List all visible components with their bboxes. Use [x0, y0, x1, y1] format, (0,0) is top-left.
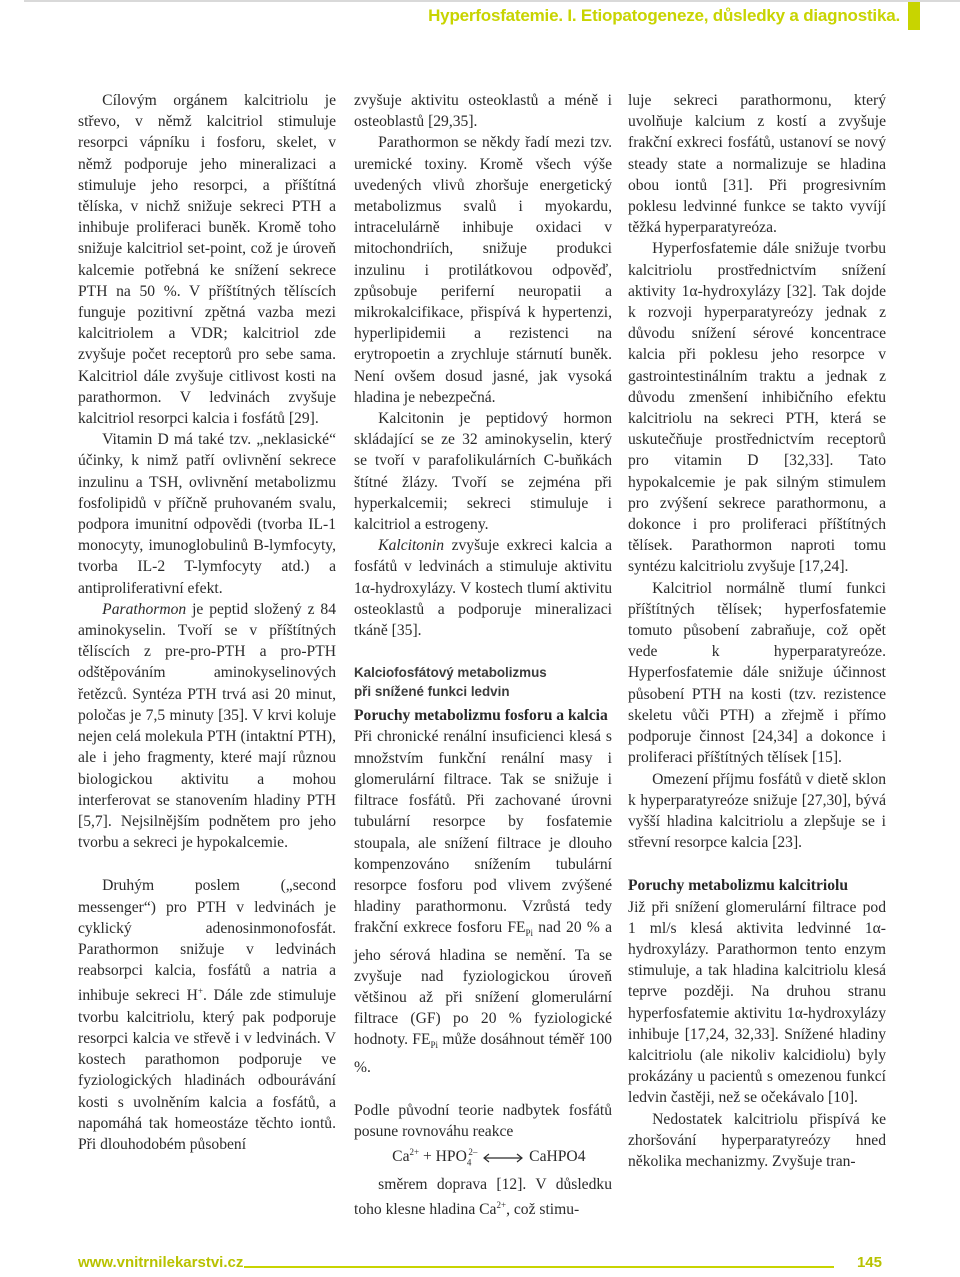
paragraph: Nedostatek kalcitriolu přispívá ke zhoršování hyperparatyreózy hned několika mechanizmy. Zvyšuje tran- — [628, 1110, 886, 1170]
paragraph: Podle původní teorie nadbytek fosfátů posune rovnováhu reakce — [354, 1101, 612, 1141]
footer-rule — [244, 1266, 834, 1268]
section-heading — [354, 663, 612, 701]
paragraph-text: nad 20 % a jeho sérová hladina se nemění. Ta se zvyšuje nad fyziologickou úroveň většinou až při snížení glomerulární filtrace (GF) po 20 % fyziologické hodnoty. FE — [354, 919, 612, 1049]
paragraph — [354, 726, 612, 1077]
paragraph: Cílovým orgánem kalcitriolu je střevo, v němž kalcitriol stimuluje resorpci vápníku i fosforu, skelet, v němž podporuje jeho mineralizaci a stimuluje jeho resorpci, a příštítná tělíska, v nichž snižuje sekreci PTH a inhibuje proliferaci buněk. Kromě toho snižuje kalcitriol set-point, což je úroveň kalcemie potřebná ke snížení sekrece PTH na 50 %. V příštítných tělíscích funguje pozitivní zpětná vazba mezi kalcitriolem a VDR; kalcitriol zde zvyšuje počet receptorů pro sebe sama. Kalcitriol dále zvyšuje citlivost kosti na parathormon. V ledvinách zvyšuje kalcitriol resorpci kalcia i fosfátů [29]. — [78, 92, 336, 428]
superscript: 2– — [468, 1147, 478, 1158]
italic-term: Parathormon — [102, 600, 187, 618]
subscript: Pi — [430, 1040, 439, 1051]
paragraph: Již při snížení glomerulární filtrace pod 1 ml/s klesá aktivita ledvinné 1α-hydroxylázy. Parathormon tento enzym stimuluje, a tak hladina kalcitriolu klesá teprve později. Na druhou stranu hyperfosfatemie aktivitu 1α-hydroxylázy inhibuje [17,24, 32,33]. Snížené hladiny kalcitriolu (ale nikoliv kalcidiolu) byly prokázány u pacientů s omezenou funkcí ledvin častěji, než se očekávalo [10]. — [628, 898, 886, 1107]
formula-part: CaHPO4 — [525, 1148, 586, 1166]
equilibrium-arrow-icon — [481, 1152, 525, 1164]
paragraph: Omezení příjmu fosfátů v dietě sklon k hyperparatyreóze snižuje [27,30], bývá vyšší hladina kalcitriolu a zlepšuje se i střevní resorpce kalcia [23]. — [628, 770, 886, 852]
paragraph: Vitamin D má také tzv. „neklasické“ účinky, k nimž patří ovlivnění sekrece inzulinu a TSH, ovlivnění metabolizmu fosfolipidů v příčně pruhovaném svalu, podpora imunitní odpovědi (tvorba IL-1 monocyty, imunoglobulinů B-lymfocyty, tvorba IL-2 T-lymfocyty atd.) a antiproliferativní efekt. — [78, 431, 336, 597]
paragraph — [354, 535, 612, 641]
paragraph-text: může dosáhnout téměř 100 %. — [354, 1031, 612, 1076]
running-header-title: Hyperfosfatemie. I. Etiopatogeneze, důsledky a diagnostika. — [428, 6, 900, 25]
subsection-heading: Poruchy metabolizmu kalcitriolu — [628, 877, 849, 895]
superscript: + — [197, 986, 203, 997]
paragraph: luje sekreci parathormonu, který uvolňuje kalcium z kostí a zvyšuje frakční exkreci fosfátů, ustanoví se nový steady state a normalizuje se hladina obou iontů [31]. Při progresivním poklesu ledvinné funkce se takto vyvíjí těžká hyperparatyreóza. — [628, 92, 886, 237]
superscript: 2+ — [496, 1200, 507, 1211]
paragraph-text: zvyšuje exkreci kalcia a fosfátů v ledvinách a stimuluje aktivitu 1α-hydroxylázy. V kostech tlumí aktivitu osteoklastů a podporuje mineralizaci tkáně [35]. — [354, 537, 612, 640]
chemical-equation — [354, 1142, 612, 1174]
paragraph: Kalcitonin je peptidový hormon skládající se ze 32 aminokyselin, který se tvoří v parafolikulárních C-buňkách štítné žlázy. Tvoří se zejména při hyperkalcemii; sekreci stimuluje i kalcitriol a estrogeny. — [354, 410, 612, 534]
paragraph-text: . Dále zde stimuluje tvorbu kalcitriolu, který pak podporuje resorpci kalcia ve střevě i v ledvinách. V kostech parathomon podporuje ve fyziologických hladinách odbourávání kosti s uvolněním kalcia a fosfátů, a napomáhá tak homeostáze těchto iontů. Při dlouhodobém působení — [78, 987, 336, 1153]
subscript: 4 — [466, 1157, 472, 1168]
text-column-2 — [354, 90, 612, 1220]
paragraph: Hyperfosfatemie dále snižuje tvorbu kalcitriolu prostřednictvím snížení aktivity 1α-hydroxylázy [32]. Tak dojde k rozvoji hyperparatyreózy jednak z důvodu snížení sérové koncentrace kalcia při poklesu jeho resorpce v gastrointestinálním traktu a jednak z důvodu zmenšení inhibičního efektu kalcitriolu na sekreci PTH, která se uskutečňuje prostřednictvím receptorů pro vitamin D [32,33]. Tato hypokalcemie je pak silným stimulem pro zvýšení sekrece parathormonu, a dokonce i pro proliferaci příštítných tělísek. Parathormon naproti tomu syntézu kalcitriolu zvyšuje [17,24]. — [628, 240, 886, 576]
paragraph — [78, 599, 336, 853]
paragraph: zvyšuje aktivitu osteoklastů a méně i osteoblastů [29,35]. — [354, 92, 612, 131]
paragraph-text: Při chronické renální insuficienci klesá s množstvím funkční renální masy i glomerulární filtrace. Tak se snižuje i filtrace fosfátů. Při zachované úrovni tubulární resorpce by fosfatemie stoupala, ale snížení filtrace je dlouho kompenzováno snížením tubulární resorpce fosforu pod vlivem zvýšené hladiny parathormonu. Vzrůstá tedy frakční exkrece fosforu FE — [354, 728, 612, 937]
subsection-heading: Poruchy metabolizmu fosforu a kalcia — [354, 707, 608, 725]
text-column-3 — [628, 90, 886, 1172]
section-heading-line: Kalciofosfátový metabolizmus — [354, 665, 547, 681]
superscript: 2+ — [409, 1147, 420, 1158]
formula-part: Ca — [392, 1148, 410, 1166]
italic-term: Kalcitonin — [378, 537, 445, 555]
paragraph-text: směrem doprava [12]. V důsledku toho klesne hladina Ca — [354, 1175, 612, 1219]
paragraph: Parathormon se někdy řadí mezi tzv. uremické toxiny. Kromě všech výše uvedených vlivů zhoršuje energetický metabolizmus svalů i myokardu, intracelulárně inhibuje oxidaci v mitochondriích, snižuje produkci inzulinu i protilátkovou odpověď, způsobuje periferní neuropatii a mikrokalcifikace, přispívá k hypertenzi, hyperlipidemii a rezistenci na erytropoetin a zrychluje stárnutí buněk. Není ovšem dosud jasné, jak vysoká hladina je nebezpečná. — [354, 134, 612, 406]
page-number: 145 — [856, 1254, 882, 1271]
footer-website-link[interactable]: www.vnitrnilekarstvi.cz — [78, 1254, 244, 1271]
paragraph — [354, 1174, 612, 1221]
paragraph — [78, 875, 336, 1155]
formula-part: + HPO — [419, 1148, 467, 1166]
text-column-1 — [78, 90, 336, 1155]
paragraph-text: je peptid složený z 84 aminokyselin. Tvoří se v příštítných tělíscích z pre-pro-PTH a pro-PTH odštěpováním aminokyselinových řetězců. Syntéza PTH trvá asi 20 minut, poločas je 7,5 minuty [35]. V krvi koluje nejen celá molekula PTH (intaktní PTH), ale i jeho fragmenty, které mají různou biologickou aktivitu a mohou interferovat se stanovením hladiny PTH [5,7]. Nejsilnějším podnětem pro jeho tvorbu a sekreci je hypokalcemie. — [78, 600, 336, 852]
paragraph-text: , což stimu- — [506, 1201, 580, 1219]
paragraph-text: Druhým poslem („second messenger“) pro PTH v ledvinách je cyklický adenosinmonofosfát. Parathormon snižuje v ledvinách reabsorpci kalcia, fosfátů a natria a inhibuje sekreci H — [78, 877, 336, 1005]
header-accent-bar — [908, 2, 920, 30]
paragraph: Kalcitriol normálně tlumí funkci příštítných tělísek; hyperfosfatemie tomuto působení zabraňuje, což opět vede k hyperparatyreóze. Hyperfosfatemie dále snižuje účinnost působení PTH na kosti (tzv. rezistence skeletu vůči PTH) a zřejmě i přímo podporuje činnost [24,34] a dokonce i proliferaci příštítných tělísek [15]. — [628, 579, 886, 767]
subscript: Pi — [525, 928, 534, 939]
section-heading-line: při snížené funkci ledvin — [354, 684, 510, 700]
